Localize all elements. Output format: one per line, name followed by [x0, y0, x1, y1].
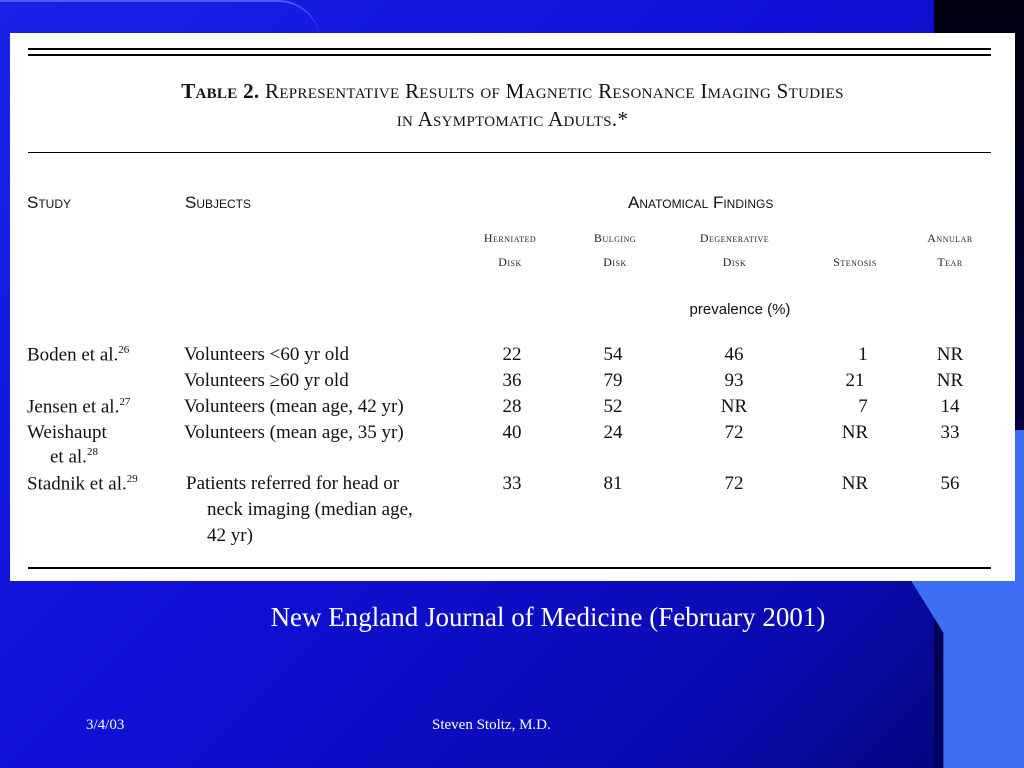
study-ref: 28 [86, 446, 98, 458]
col-degenerative-disk [662, 226, 807, 274]
row5-bulging: 81 [603, 473, 623, 494]
footer-author: Steven Stoltz, M.D. [432, 717, 551, 733]
row2-degenerative: 93 [724, 370, 744, 391]
col-line1: Herniated [483, 231, 537, 245]
row3-subjects: Volunteers (mean age, 42 yr) [184, 396, 404, 417]
row5-degenerative: 72 [724, 473, 744, 494]
col-line2: Stenosis [833, 255, 877, 269]
row1-degenerative: 46 [724, 344, 744, 365]
header-rule [28, 152, 991, 153]
footer-date: 3/4/03 [86, 717, 125, 733]
row1-annular: NR [936, 344, 964, 365]
row5-stenosis: NR [841, 473, 869, 494]
table-label: Table 2. [181, 79, 260, 103]
table-caption-line1 [10, 79, 1015, 104]
header-study: Study [27, 193, 72, 212]
row5-herniated: 33 [502, 473, 522, 494]
row1-herniated: 22 [502, 344, 522, 365]
row4-study-cont [50, 446, 98, 468]
row5-subjects-cont: neck imaging (median age, [207, 499, 413, 520]
row5-subjects-cont2: 42 yr) [207, 525, 253, 546]
row1-study [27, 344, 129, 366]
col-line1 [810, 226, 900, 250]
table-caption-line2: in Asymptomatic Adults.* [396, 107, 629, 131]
row2-herniated: 36 [502, 370, 522, 391]
col-line2: Disk [722, 255, 747, 269]
study-name: et al. [50, 446, 87, 468]
row2-stenosis: 21 [845, 370, 865, 391]
col-line1: Bulging [593, 231, 637, 245]
col-annular-tear [900, 226, 1000, 274]
row1-subjects: Volunteers <60 yr old [184, 344, 349, 365]
col-line1: Degenerative [699, 231, 770, 245]
table-title-1: Representative Results of Magnetic Resonance Imaging Studies [265, 79, 844, 103]
header-subjects: Subjects [185, 193, 252, 212]
study-name: Boden et al. [27, 344, 119, 366]
header-anatomical-findings: Anatomical Findings [628, 193, 774, 212]
col-line2: Tear [937, 255, 963, 269]
table-image-panel [10, 33, 1015, 581]
row4-stenosis: NR [841, 422, 869, 443]
unit-label: prevalence (%) [689, 301, 791, 318]
row3-herniated: 28 [502, 396, 522, 417]
col-line2: Disk [603, 255, 627, 269]
row3-annular: 14 [940, 396, 960, 417]
row4-subjects: Volunteers (mean age, 35 yr) [184, 422, 404, 443]
row4-herniated: 40 [502, 422, 522, 443]
row5-annular: 56 [940, 473, 960, 494]
col-line2: Disk [498, 255, 522, 269]
col-bulging-disk [570, 226, 660, 274]
row3-degenerative: NR [720, 396, 748, 417]
col-line1: Annular [927, 231, 973, 245]
row3-study [27, 396, 130, 418]
row3-bulging: 52 [603, 396, 623, 417]
row5-subjects: Patients referred for head or [186, 473, 400, 494]
row5-study [27, 473, 138, 495]
col-stenosis [810, 226, 900, 274]
row4-bulging: 24 [603, 422, 623, 443]
row4-degenerative: 72 [724, 422, 744, 443]
study-name: Jensen et al. [27, 396, 120, 418]
col-herniated-disk [450, 226, 570, 274]
row1-stenosis: 1 [858, 344, 868, 365]
row4-annular: 33 [940, 422, 960, 443]
study-ref: 26 [118, 344, 130, 356]
row4-study: Weishaupt [27, 422, 107, 443]
source-citation: New England Journal of Medicine (February 2001) [270, 602, 826, 632]
row2-subjects: Volunteers ≥60 yr old [184, 370, 349, 391]
row2-bulging: 79 [603, 370, 623, 391]
row3-stenosis: 7 [858, 396, 868, 417]
row2-annular: NR [936, 370, 964, 391]
row1-bulging: 54 [603, 344, 623, 365]
study-name: Stadnik et al. [27, 473, 127, 495]
top-rule [28, 48, 991, 50]
study-ref: 27 [119, 396, 131, 408]
study-ref: 29 [126, 473, 138, 485]
bottom-rule [28, 567, 991, 569]
top-rule-2 [28, 54, 991, 56]
